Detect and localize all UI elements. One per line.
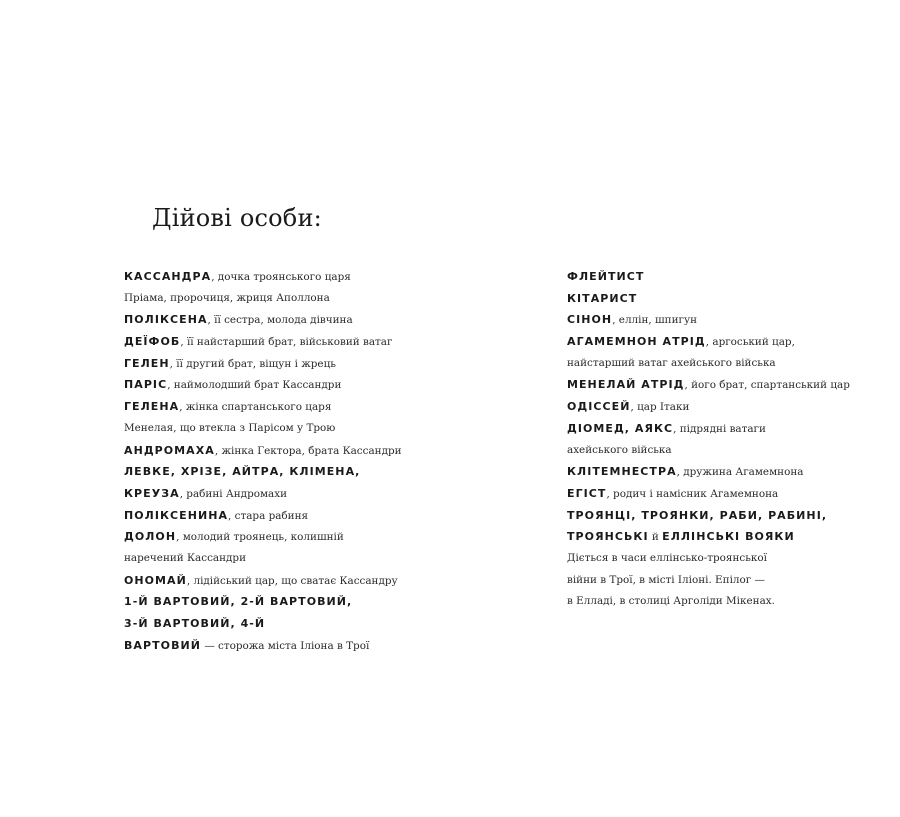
character-line: [567, 591, 850, 613]
character-name: ФЛЕЙТИСТ: [567, 270, 645, 283]
character-line: [124, 374, 402, 396]
character-line: [567, 309, 850, 331]
character-line: [124, 331, 402, 353]
character-line: [567, 548, 850, 570]
character-description: , стара рабиня: [228, 509, 309, 522]
character-name: ВАРТОВИЙ: [124, 638, 202, 652]
character-name: КРЕУЗА: [124, 486, 180, 500]
character-name: СІНОН: [567, 313, 613, 327]
character-line: [124, 483, 402, 505]
character-name: 1-Й ВАРТОВИЙ, 2-Й ВАРТОВИЙ,: [124, 595, 353, 609]
character-line: [567, 396, 850, 418]
characters-list-left: [124, 266, 402, 656]
character-description: й: [648, 531, 663, 544]
character-line: [124, 613, 402, 635]
character-description: , родич і намісник Агамемнона: [606, 487, 779, 500]
character-description: , його брат, спартанський цар: [684, 379, 850, 392]
character-line: [124, 309, 402, 331]
character-line: [124, 461, 402, 483]
character-description: — сторожа міста Іліона в Трої: [201, 639, 370, 652]
character-name: ЕГІСТ: [567, 486, 607, 500]
character-line: [124, 505, 402, 527]
character-line: [567, 374, 850, 396]
character-description: наречений Кассандри: [124, 551, 246, 564]
character-description: , еллін, шпигун: [612, 314, 697, 327]
character-line: [567, 570, 850, 592]
character-description: , її сестра, молода дівчина: [207, 314, 353, 327]
character-description: ахейського війська: [567, 443, 672, 456]
page-title: Дійові особи:: [152, 204, 322, 232]
character-line: [124, 591, 402, 613]
character-description: , молодий троянець, колишній: [176, 531, 344, 544]
character-name: КІТАРИСТ: [567, 291, 638, 305]
character-name: МЕНЕЛАЙ АТРІД: [567, 378, 685, 392]
character-name: ДЕЇФОБ: [124, 335, 181, 349]
character-line: [124, 548, 402, 570]
character-name: АНДРОМАХА: [124, 443, 215, 457]
character-line: [567, 526, 850, 548]
character-name: ЛЕВКЕ, ХРІЗЕ, АЙТРА, КЛІМЕНА,: [124, 465, 361, 479]
character-description: , її другий брат, віщун і жрець: [169, 357, 336, 370]
character-name: КЛІТЕМНЕСТРА: [567, 465, 677, 479]
character-name: ПОЛІКСЕНИНА: [124, 508, 229, 522]
character-description: , цар Ітаки: [630, 401, 690, 414]
character-name: ГЕЛЕН: [124, 356, 170, 370]
character-line: [124, 288, 402, 310]
character-name: ОНОМАЙ: [124, 573, 187, 587]
character-description: Менелая, що втекла з Парісом у Трою: [124, 421, 336, 434]
character-description: , її найстарший брат, військовий ватаг: [180, 336, 393, 349]
character-line: [124, 440, 402, 462]
character-line: [567, 418, 850, 440]
character-description: , жінка спартанського царя: [179, 401, 332, 414]
character-name: ОДІССЕЙ: [567, 400, 631, 414]
characters-list-right: [567, 266, 850, 613]
character-line: [124, 396, 402, 418]
character-description: , підрядні ватаги: [673, 422, 766, 435]
character-description: , рабині Андромахи: [179, 487, 288, 500]
character-name: ДОЛОН: [124, 530, 177, 544]
character-name: КАССАНДРА: [124, 270, 212, 283]
character-line: [124, 266, 402, 288]
character-name: ПОЛІКСЕНА: [124, 313, 208, 327]
character-name: ГЕЛЕНА: [124, 400, 180, 414]
character-line: [124, 570, 402, 592]
character-description: , дочка троянського царя: [211, 271, 351, 283]
character-description: , жінка Гектора, брата Кассандри: [214, 444, 402, 457]
character-description: в Елладі, в столиці Арголіди Мікенах.: [567, 595, 775, 608]
character-line: [124, 526, 402, 548]
character-name: 3-Й ВАРТОВИЙ, 4-Й: [124, 617, 266, 630]
character-line: [567, 331, 850, 353]
character-name: ТРОЯНСЬКІ: [567, 530, 649, 544]
character-line: [567, 505, 850, 527]
character-name: ПАРІС: [124, 378, 168, 392]
character-description: , наймолодший брат Кассандри: [167, 379, 342, 392]
character-description: , аргоський цар,: [705, 336, 795, 349]
character-line: [567, 440, 850, 462]
character-description: війни в Трої, в місті Іліоні. Епілог —: [567, 573, 765, 586]
character-line: [124, 353, 402, 375]
character-description: найстарший ватаг ахейського війська: [567, 356, 776, 369]
character-line: [567, 483, 850, 505]
character-line: [567, 288, 850, 310]
character-line: [124, 635, 402, 657]
character-name: ЕЛЛІНСЬКІ ВОЯКИ: [662, 530, 795, 544]
character-description: , дружина Агамемнона: [676, 466, 804, 479]
character-description: , лідійський цар, що сватає Кассандру: [186, 574, 398, 587]
character-line: [567, 266, 850, 288]
character-line: [567, 461, 850, 483]
character-line: [124, 418, 402, 440]
character-name: ДІОМЕД, АЯКС: [567, 421, 674, 435]
character-name: АГАМЕМНОН АТРІД: [567, 335, 706, 349]
character-name: ТРОЯНЦІ, ТРОЯНКИ, РАБИ, РАБИНІ,: [567, 508, 828, 522]
character-description: Діється в часи еллінсько-троянської: [567, 551, 767, 564]
character-line: [567, 353, 850, 375]
character-description: Пріама, пророчиця, жриця Аполлона: [124, 291, 330, 304]
